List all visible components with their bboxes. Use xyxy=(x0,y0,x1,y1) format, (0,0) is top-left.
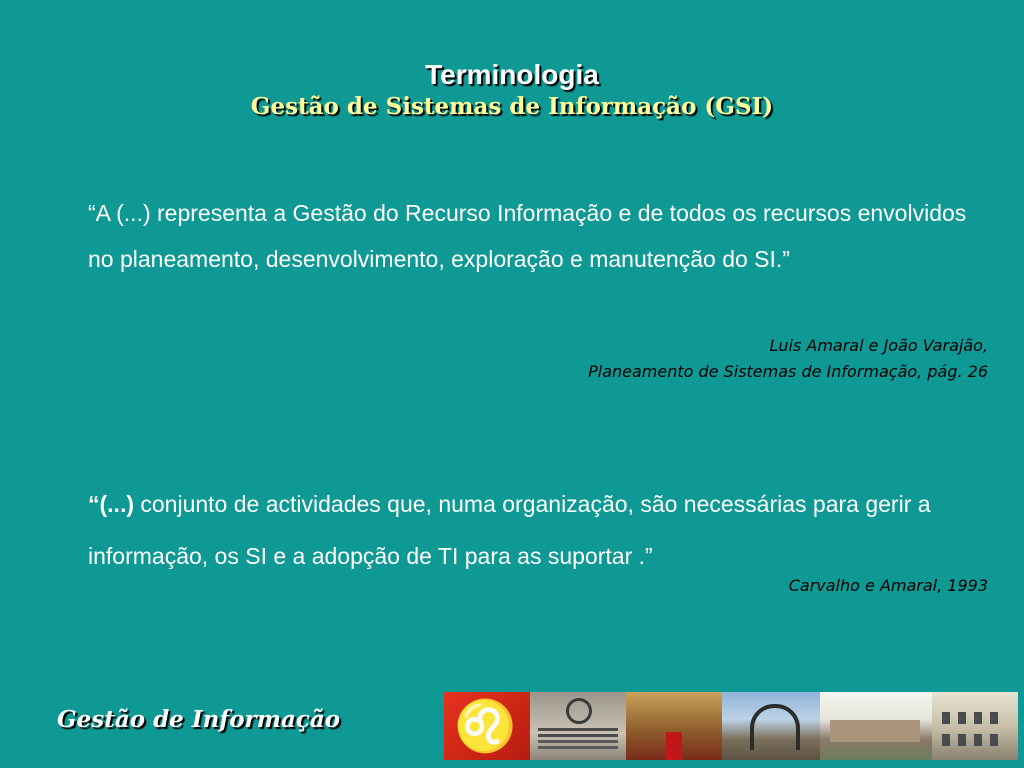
footer-title: Gestão de Informação xyxy=(57,706,341,733)
quote-amaral-varajao: “A (...) representa a Gestão do Recurso Informação e de todos os recursos envolvidos no planeamento, desenvolvimento, exploração e manutenção do SI.” xyxy=(88,200,967,272)
iron-arch xyxy=(750,704,800,750)
citation-authors: Luis Amaral e João Varajão, xyxy=(769,336,988,355)
slide-subtitle: Gestão de Sistemas de Informação (GSI) xyxy=(250,93,774,120)
gate-arch-image xyxy=(722,692,820,760)
plaque-image xyxy=(530,692,626,760)
building-facade xyxy=(830,720,920,742)
quote-carvalho-amaral xyxy=(88,478,988,582)
church-interior-image xyxy=(626,692,722,760)
wreath-emblem xyxy=(566,698,592,724)
slide-title-block xyxy=(0,58,1024,122)
slide-title: Terminologia xyxy=(425,59,599,90)
citation-source: Planeamento de Sistemas de Informação, pág. 26 xyxy=(588,362,988,381)
plaque-text-lines xyxy=(538,728,618,731)
facade-windows xyxy=(942,712,950,724)
citation-amaral-varajao xyxy=(588,333,988,385)
footer-photo-strip xyxy=(444,692,1018,760)
red-carpet-aisle xyxy=(666,732,682,760)
quote-text: conjunto de actividades que, numa organização, são necessárias para gerir a informação, os SI e a adopção de TI para as suportar .” xyxy=(88,491,931,569)
lion-icon: ♌ xyxy=(454,698,517,754)
building-image xyxy=(820,692,932,760)
coat-of-arms-image xyxy=(444,692,530,760)
citation-carvalho-amaral: Carvalho e Amaral, 1993 xyxy=(788,576,988,595)
palace-facade-image xyxy=(932,692,1018,760)
quote-lead: “(...) xyxy=(88,491,134,517)
